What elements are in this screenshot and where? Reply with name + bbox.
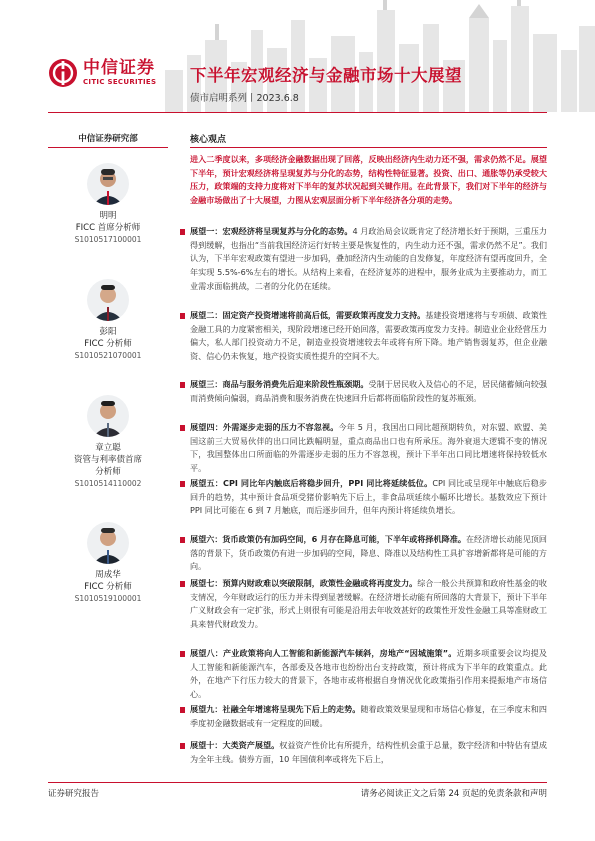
outlook-item (180, 739, 547, 766)
outlook-body: 基建投资增速将与专项债、政策性金融工具的力度紧密相关，现阶段增速已经开始回落，需要政策再度发力支持。制造业企业经营压力偏大，私人部门投资动力不足，制造业投资增速较去年或将有所下降。地产销售弱复苏，但企业融资、信心仍未恢复，地产投资实质性提升的空间不大。 (190, 310, 547, 362)
bullet-square-icon (180, 313, 185, 319)
outlook-body: 今年 5 月，我国出口同比超预期转负，对东盟、欧盟、美国这前三大贸易伙伴的出口同比跌幅明显，重点商品出口也有所承压。海外衰退大逻辑不变的情况下，我国整体出口所面临的外需逐步走弱的压力不容忽视，预计下半年出口同比增速将保持较低水平。 (190, 422, 547, 474)
logo-chinese-name: 中信证券 (83, 58, 155, 78)
outlook-body: 受制于居民收入及信心的不足，居民储蓄倾向较强而消费倾向偏弱，商品消费和服务消费在快速回升后都将面临阶段性的复苏瓶颈。 (190, 379, 547, 403)
analyst-license-id: S1010519100001 (74, 594, 142, 603)
analyst-card (48, 163, 168, 246)
outlook-body: 近期多项重要会议均提及人工智能和新能源汽车，各部委及各地市也纷纷出台支持政策，预计将成为下半年的政策重点。此外，在地产下行压力较大的背景下，各地市或将根据自身情况优化政策指引作用来提振地产市场信心。 (190, 648, 547, 700)
bullet-square-icon (180, 651, 185, 657)
bullet-square-icon (180, 229, 185, 235)
outlook-heading: 展望六：货币政策仍有加码空间，6 月存在降息可能，下半年或将择机降准。 (190, 534, 466, 544)
brand-logo (48, 58, 156, 88)
outlook-heading: 展望八：产业政策将向人工智能和新能源汽车倾斜，房地产“因城施策”。 (190, 648, 457, 658)
outlook-item (180, 421, 547, 476)
analyst-role: FICC 首席分析师 (75, 223, 141, 233)
footer-report-type: 证券研究报告 (48, 789, 100, 799)
outlook-item (180, 703, 547, 730)
outlook-heading: 展望五：CPI 同比年内触底后将稳步回升，PPI 同比将延续低位。 (190, 478, 433, 488)
analyst-name: 明明 (99, 211, 117, 221)
analyst-name: 章立聪 (95, 443, 121, 453)
sidebar-divider (48, 147, 168, 148)
bullet-square-icon (180, 481, 185, 487)
analyst-role: FICC 分析师 (84, 582, 132, 592)
analyst-license-id: S1010514110002 (74, 479, 142, 488)
outlook-heading: 展望四：外需逐步走弱的压力不容忽视。 (190, 422, 339, 432)
avatar (87, 279, 129, 321)
outlook-body: CPI 同比或呈现年中触底后稳步回升的趋势，其中预计食品项受猪价影响先下后上，非食品项延续小幅环比增长。基数效应下预计 PPI 同比可能在 6 到 7 月触底，而后逐步回升，但年内预计将延续负增长。 (190, 478, 547, 516)
analyst-name: 彭阳 (99, 327, 117, 337)
citic-logo-icon (48, 58, 78, 88)
sidebar-title: 中信证券研究部 (78, 134, 138, 144)
page-header (0, 0, 595, 112)
outlook-item (180, 533, 547, 574)
outlook-heading: 展望一：宏观经济将呈现复苏与分化的态势。 (190, 226, 353, 236)
analyst-license-id: S1010517100001 (74, 235, 142, 244)
logo-english-name: CITIC SECURITIES (83, 78, 157, 86)
bullet-square-icon (180, 743, 185, 749)
outlook-heading: 展望十：大类资产展望。 (190, 740, 280, 750)
outlook-item (180, 309, 547, 364)
analyst-card (48, 279, 168, 362)
analyst-role: FICC 分析师 (84, 339, 132, 349)
header-divider (48, 112, 547, 113)
outlook-item (180, 577, 547, 632)
outlook-body: 随着政策效果显现和市场信心修复，在三季度末和四季度初金融数据或有一定程度的回暖。 (190, 704, 547, 728)
bullet-square-icon (180, 707, 185, 713)
avatar (87, 522, 129, 564)
outlook-body: 在经济增长动能见顶回落的背景下，货币政策仍有进一步加码的空间，降息、降准以及结构性工具扩容增新都将是可能的方向。 (190, 534, 547, 572)
analyst-card (48, 395, 168, 490)
bullet-square-icon (180, 425, 185, 431)
outlook-body: 综合一般公共预算和政府性基金的收支情况，今年财政运行的压力并未得到显著缓解。在经济增长动能有所回落的大背景下，预计下半年广义财政会有一定扩张，形式上则很有可能是沿用去年收效甚好的政策性开发性金融工具等准财政工具来替代财政发力。 (190, 578, 547, 630)
analyst-role: 资管与利率债首席 分析师 (73, 455, 142, 477)
section-title: 核心观点 (190, 135, 227, 145)
outlook-body: 权益资产性价比有所提升，结构性机会重于总量，数字经济和中特估有望成为全年主线。债券方面，10 年国债利率或将先下后上， (190, 740, 547, 764)
outlook-item (180, 225, 547, 294)
bullet-square-icon (180, 382, 185, 388)
analyst-license-id: S1010521070001 (74, 351, 142, 360)
document-title: 下半年宏观经济与金融市场十大展望 (190, 66, 462, 85)
bullet-square-icon (180, 581, 185, 587)
avatar (87, 395, 129, 437)
outlook-item (180, 647, 547, 702)
outlook-item (180, 477, 547, 518)
outlook-item (180, 378, 547, 405)
outlook-body: 4 月政治局会议既肯定了经济增长好于预期，三重压力得到缓解，也指出“当前我国经济运行好转主要是恢复性的，内生动力还不强，需求仍然不足”。我们认为，下半年宏观政策有望进一步加码，叠加经济内生动能的自发修复，年度经济有望再度回升，全年实现 5.5%-6%左右的增长。从结构上来看，在经济复苏的进程中，服务业成为主要推动力，而工业需求面临挑战，二者的分化仍在延续。 (190, 226, 547, 291)
outlook-heading: 展望七：预算内财政难以突破限制，政策性金融或将再度发力。 (190, 578, 418, 588)
document-series-date: 债市启明系列丨2023.6.8 (190, 93, 299, 104)
outlook-heading: 展望三：商品与服务消费先后迎来阶段性瓶颈期。 (190, 379, 369, 389)
footer-disclaimer: 请务必阅读正文之后第 24 页起的免责条款和声明 (360, 789, 547, 799)
footer-divider (48, 782, 547, 783)
avatar (87, 163, 129, 205)
key-summary: 进入二季度以来，多项经济金融数据出现了回落，反映出经济内生动力还不强，需求仍然不足。展望下半年，预计宏观经济将呈现复苏与分化的态势，结构性特征显著。投资、出口、通胀等仍承受较大压力，政策端的支持力度将对下半年的复苏状况起到关键作用。在此背景下，我们对下半年的经济与金融市场做出了十大展望，力图从宏观层面分析下半年经济各分项的走势。 (190, 154, 547, 205)
analyst-name: 周成华 (95, 570, 121, 580)
section-divider (190, 147, 547, 148)
outlook-heading: 展望二：固定资产投资增速将前高后低，需要政策再度发力支持。 (190, 310, 426, 320)
bullet-square-icon (180, 537, 185, 543)
outlook-heading: 展望九：社融全年增速将呈现先下后上的走势。 (190, 704, 361, 714)
analyst-card (48, 522, 168, 605)
